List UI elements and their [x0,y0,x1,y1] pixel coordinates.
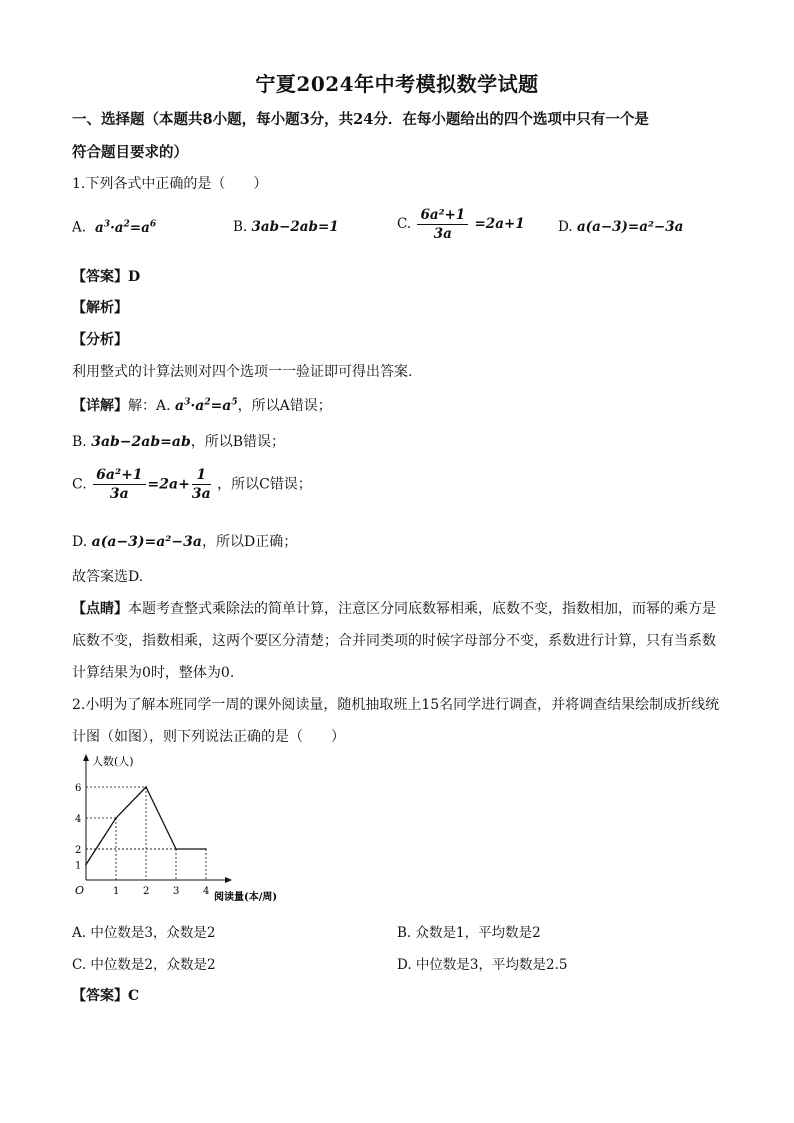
q1-option-b [233,219,339,235]
y-tick-label: 6 [75,783,82,794]
detail-a-post: ，所以A错误； [237,398,332,414]
q1-dianjing-line1 [72,598,716,618]
q1-option-a-expr: $a^3\cdot a^2=a^6$ [90,219,157,236]
x-tick-label: 4 [203,886,210,897]
y-axis-arrow [83,754,89,761]
y-tick-label: 1 [75,860,82,872]
q1-option-b-expr: 3ab−2ab=1 [251,219,339,235]
q1-option-c-fraction [417,207,468,242]
q1-option-c-denominator: 3a [433,226,452,242]
origin-label: O [75,884,85,897]
q1-detail-c [72,467,312,502]
q1-option-b-label: B. [233,219,248,235]
q1-answer-value: D [128,269,141,285]
detail-tag: 【详解】 [72,398,128,414]
q1-option-c [397,207,525,242]
dianjing-tag: 【点睛】 [72,601,128,617]
q1-jiexi-tag: 【解析】 [72,300,128,316]
data-point [115,817,117,819]
q1-option-a [72,219,156,236]
y-tick-label: 4 [75,814,82,825]
data-point [175,848,177,850]
q2-option-c: C. 中位数是2，众数是2 [72,957,216,973]
detail-d-post: ，所以D正确； [201,534,298,550]
detail-c-post: ，所以C错误； [217,476,312,493]
detail-a-pre: 解：A. [128,398,171,414]
section-heading-line1: 一、选择题（本题共8小题，每小题3分，共24分．在每小题给出的四个选项中只有一个是 [72,111,649,128]
q1-conclusion: 故答案选D. [72,569,144,585]
q2-option-b: B. 众数是1，平均数是2 [397,925,541,941]
detail-c-denominator2: 3a [191,486,211,502]
q1-detail-a [72,395,332,415]
x-tick-label: 1 [113,886,120,897]
data-point [145,786,147,788]
y-axis-label: 人数(人) [92,755,134,768]
dianjing-text1: 本题考查整式乘除法的简单计算，注意区分同底数幂相乘，底数不变，指数相加，而幂的乘方是 [128,601,716,617]
q1-stem: 1.下列各式中正确的是（ ） [72,176,268,192]
x-axis-label: 阅读量(本/周) [214,892,278,903]
detail-c-label: C. [72,476,87,493]
detail-c-denominator: 3a [109,486,129,502]
q1-dianjing-line2: 底数不变，指数相乘，这两个要区分清楚；合并同类项的时候字母部分不变，系数进行计算，只有当系数 [72,633,716,649]
x-tick-label: 2 [143,886,150,897]
q2-stem-line2: 计图（如图），则下列说法正确的是（ ） [72,729,345,745]
detail-c-numerator2: 1 [192,467,211,485]
q2-answer-value: C [128,988,140,1004]
detail-d-label: D. [72,534,88,550]
answer-tag: 【答案】 [72,269,128,285]
q2-answer-tag: 【答案】 [72,988,128,1004]
q1-dianjing-line3: 计算结果为0时，整体为0. [72,665,235,681]
reading-line-chart [72,752,312,912]
q1-option-c-numerator: 6a²+1 [417,207,468,225]
page-title: 宁夏2024年中考模拟数学试题 [255,72,539,96]
q1-option-c-label: C. [397,216,412,232]
data-point [85,864,87,866]
q1-option-d [558,219,683,235]
detail-c-fraction2 [192,467,211,502]
detail-b-expr: 3ab−2ab=ab [91,434,191,450]
section-heading-line2: 符合题目要求的） [72,144,188,161]
detail-c-fraction [93,467,145,502]
q1-option-d-expr: a(a−3)=a²−3a [576,219,684,235]
y-tick-label: 2 [75,845,82,856]
detail-c-numerator: 6a²+1 [93,467,145,485]
x-axis-arrow [225,877,232,883]
q2-answer [72,985,139,1005]
q2-option-d: D. 中位数是3，平均数是2.5 [397,957,568,973]
data-point [205,848,207,850]
q1-detail-b [72,431,285,451]
x-tick-label: 3 [173,886,180,897]
q1-option-c-rhs: =2a+1 [474,216,525,232]
q2-option-a: A. 中位数是3，众数是2 [72,925,216,941]
q1-answer [72,266,140,286]
q1-fenxi-text: 利用整式的计算法则对四个选项一一验证即可得出答案. [72,364,413,380]
detail-c-mid: =2a+ [147,476,190,493]
detail-b-post: ，所以B错误； [190,434,286,450]
q2-stem-line1: 2.小明为了解本班同学一周的课外阅读量，随机抽取班上15名同学进行调查，并将调查结果绘制成折线统 [72,697,720,713]
q1-option-a-label: A. [72,219,87,236]
detail-a-expr: $a^3\cdot a^2=a^5$ [175,397,238,414]
q1-detail-d [72,531,297,551]
detail-b-label: B. [72,434,87,450]
detail-d-expr: a(a−3)=a²−3a [91,534,202,550]
q1-fenxi-tag: 【分析】 [72,332,128,348]
q1-option-d-label: D. [558,219,573,235]
